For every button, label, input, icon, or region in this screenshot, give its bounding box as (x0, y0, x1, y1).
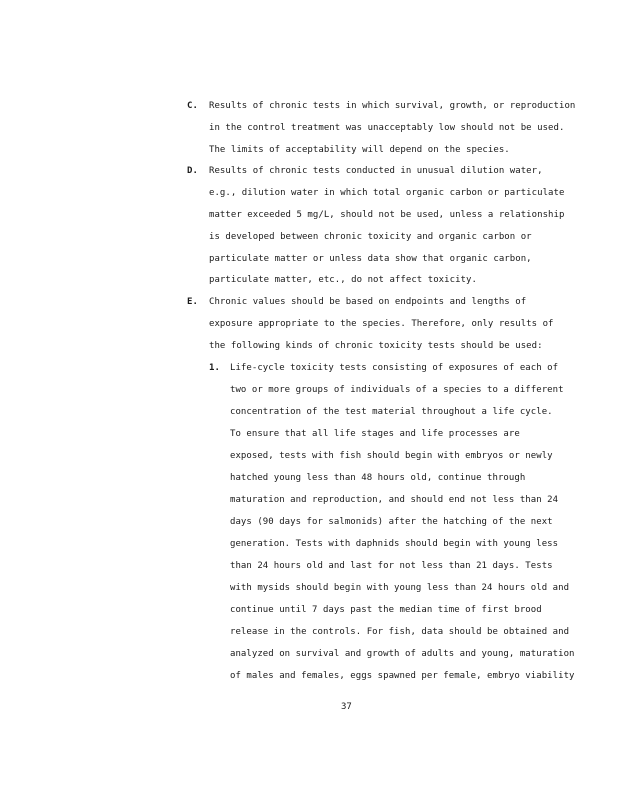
item-e-line: the following kinds of chronic toxicity tests should be used: (209, 341, 543, 351)
item-d-line: Results of chronic tests conducted in unusual dilution water, (209, 166, 543, 176)
subitem-1-line: generation. Tests with daphnids should begin with young less (230, 539, 559, 549)
item-e-marker: E. (187, 297, 198, 307)
subitem-1-line: concentration of the test material throughout a life cycle. (230, 407, 553, 417)
subitem-1-line: two or more groups of individuals of a species to a different (230, 385, 564, 395)
subitem-1-line: exposed, tests with fish should begin with embryos or newly (230, 451, 553, 461)
subitem-1-line: hatched young less than 48 hours old, continue through (230, 473, 526, 483)
subitem-1-line: analyzed on survival and growth of adults and young, maturation (230, 649, 575, 659)
subitem-1-line: maturation and reproduction, and should end not less than 24 (230, 495, 559, 505)
item-e-line: Chronic values should be based on endpoints and lengths of (209, 297, 527, 307)
item-c-line: in the control treatment was unacceptably low should not be used. (209, 123, 565, 133)
item-d-line: e.g., dilution water in which total organic carbon or particulate (209, 188, 565, 198)
item-c-line: Results of chronic tests in which survival, growth, or reproduction (209, 101, 576, 111)
subitem-1-line: release in the controls. For fish, data should be obtained and (230, 627, 570, 637)
subitem-1-line: with mysids should begin with young less than 24 hours old and (230, 583, 570, 593)
subitem-1-line: To ensure that all life stages and life processes are (230, 429, 520, 439)
subitem-1-line: continue until 7 days past the median time of first brood (230, 605, 542, 615)
item-d-line: matter exceeded 5 mg/L, should not be used, unless a relationship (209, 210, 565, 220)
item-d-line: is developed between chronic toxicity and organic carbon or (209, 232, 532, 242)
item-c-line: The limits of acceptability will depend on the species. (209, 145, 510, 155)
item-d-marker: D. (187, 166, 198, 176)
subitem-1-line: days (90 days for salmonids) after the hatching of the next (230, 517, 553, 527)
item-d-line: particulate matter, etc., do not affect toxicity. (209, 275, 477, 285)
page-number: 37 (341, 702, 352, 712)
subitem-1-marker: 1. (209, 363, 220, 373)
item-c-marker: C. (187, 101, 198, 111)
subitem-1-line: of males and females, eggs spawned per female, embryo viability (230, 671, 575, 681)
subitem-1-line: than 24 hours old and last for not less than 21 days. Tests (230, 561, 553, 571)
subitem-1-line: Life-cycle toxicity tests consisting of exposures of each of (230, 363, 559, 373)
item-d-line: particulate matter or unless data show that organic carbon, (209, 254, 532, 264)
item-e-line: exposure appropriate to the species. Therefore, only results of (209, 319, 554, 329)
